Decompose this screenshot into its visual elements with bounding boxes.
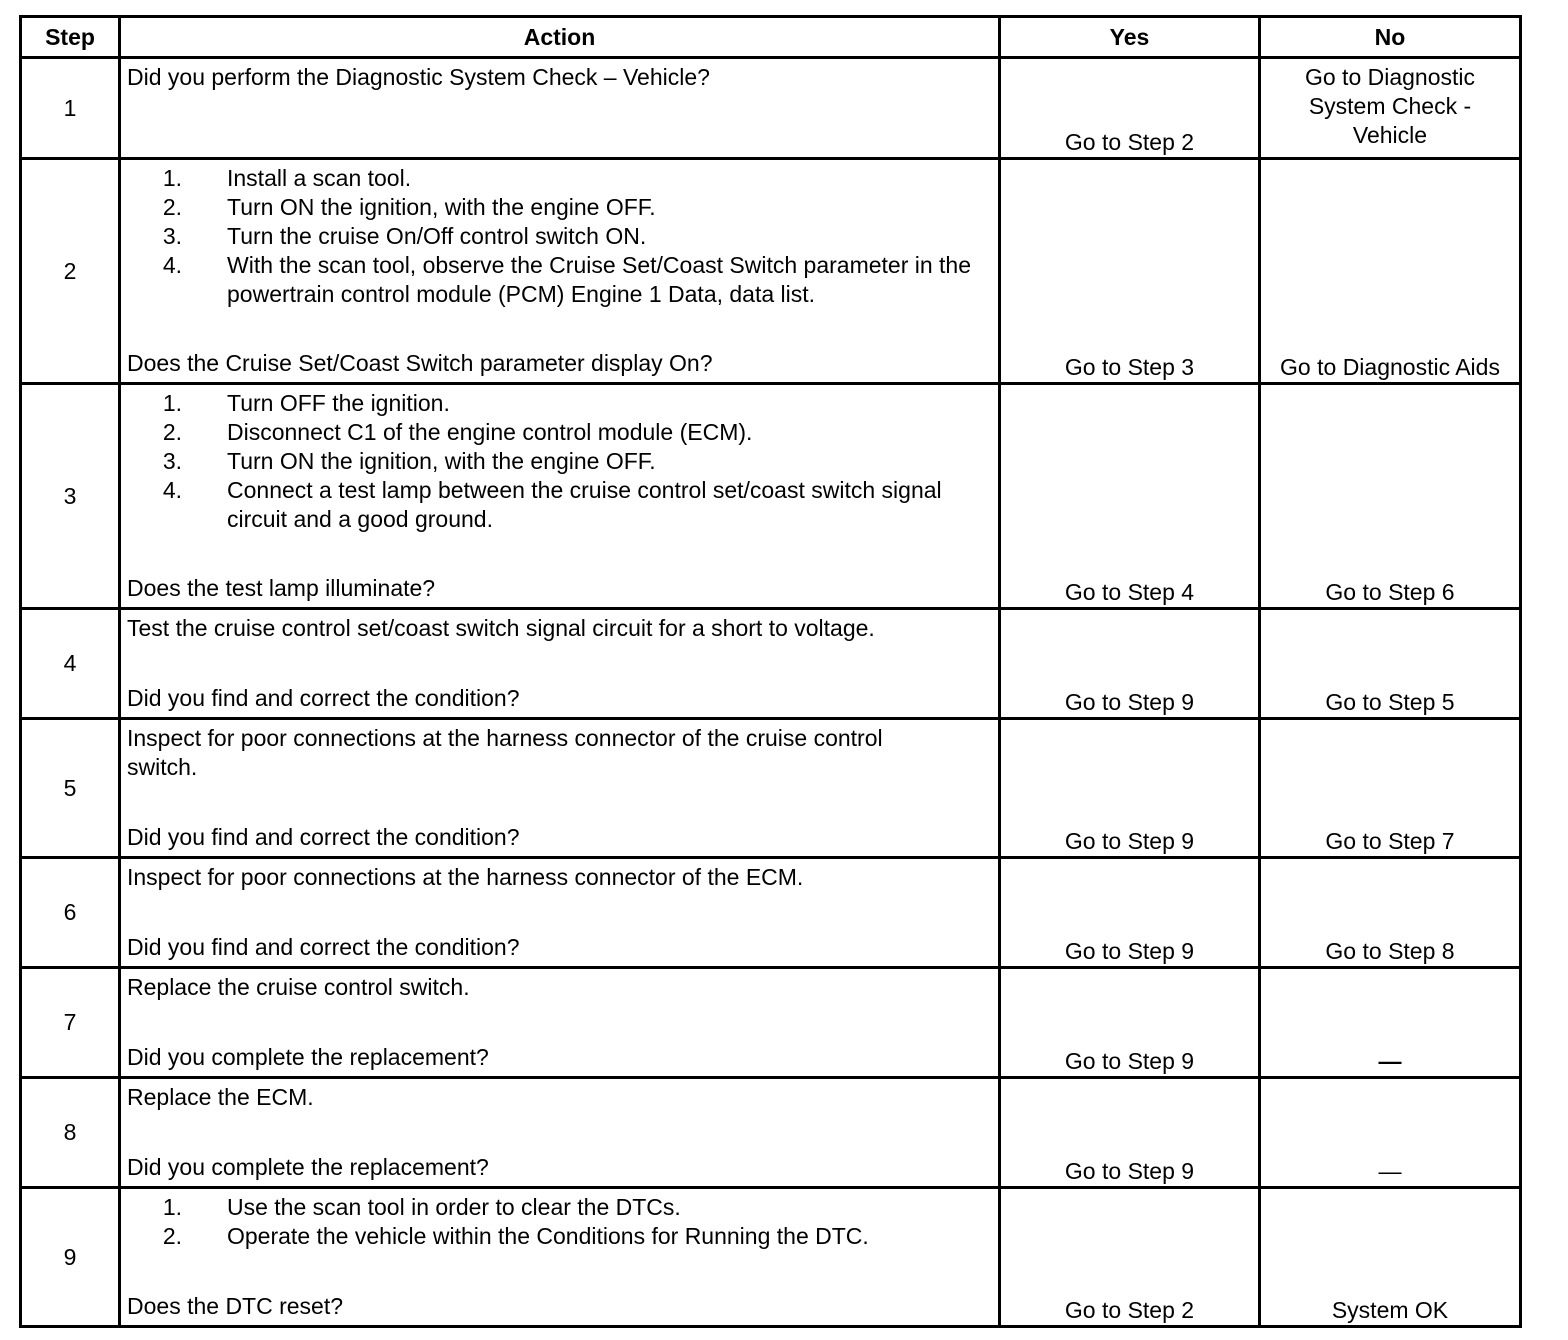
substep-list <box>127 389 994 534</box>
list-item: 1. Use the scan tool in order to clear the DTCs. <box>162 1194 681 1220</box>
list-item: 2. Operate the vehicle within the Conditions for Running the DTC. <box>162 1223 869 1249</box>
table-row <box>21 719 1521 858</box>
step-number: 1 <box>21 58 120 159</box>
no-cell: System OK <box>1260 1188 1521 1327</box>
table-row <box>21 858 1521 968</box>
yes-cell: Go to Step 9 <box>1000 1078 1260 1188</box>
substep-list <box>127 1193 994 1251</box>
action-cell <box>120 384 1000 609</box>
action-cell <box>120 968 1000 1078</box>
table-row <box>21 1078 1521 1188</box>
no-cell <box>1260 968 1521 1078</box>
question-text: Did you find and correct the condition? <box>127 685 520 711</box>
no-cell: Go to Step 7 <box>1260 719 1521 858</box>
action-cell <box>120 159 1000 384</box>
table-row <box>21 968 1521 1078</box>
yes-cell: Go to Step 2 <box>1000 58 1260 159</box>
dash-text: — <box>1378 1048 1402 1074</box>
action-text: Inspect for poor connections at the harness connector of the ECM. <box>127 864 804 890</box>
header-no: No <box>1260 17 1521 58</box>
header-step: Step <box>21 17 120 58</box>
step-number: 6 <box>21 858 120 968</box>
step-number: 8 <box>21 1078 120 1188</box>
substep-list <box>127 164 994 309</box>
question-text: Does the Cruise Set/Coast Switch parameter display On? <box>127 350 713 376</box>
action-cell <box>120 58 1000 159</box>
no-cell: Go to Step 6 <box>1260 384 1521 609</box>
no-cell: Go to Step 8 <box>1260 858 1521 968</box>
list-item: 2. Turn ON the ignition, with the engine OFF. <box>162 194 656 220</box>
list-item: 4. Connect a test lamp between the cruise control set/coast switch signal circuit and a good ground. <box>162 477 942 532</box>
action-cell <box>120 609 1000 719</box>
action-text: Test the cruise control set/coast switch signal circuit for a short to voltage. <box>127 615 875 641</box>
header-row <box>21 17 1521 58</box>
yes-cell: Go to Step 9 <box>1000 719 1260 858</box>
question-text: Did you complete the replacement? <box>127 1044 489 1070</box>
yes-cell: Go to Step 2 <box>1000 1188 1260 1327</box>
action-text: Replace the ECM. <box>127 1084 314 1110</box>
no-cell <box>1260 58 1521 159</box>
list-item: 1. Install a scan tool. <box>162 165 412 191</box>
header-yes: Yes <box>1000 17 1260 58</box>
list-item: 3. Turn the cruise On/Off control switch ON. <box>162 223 647 249</box>
no-cell <box>1260 1078 1521 1188</box>
action-text: Replace the cruise control switch. <box>127 974 470 1000</box>
table-row <box>21 159 1521 384</box>
question-text: Did you find and correct the condition? <box>127 934 520 960</box>
yes-cell: Go to Step 4 <box>1000 384 1260 609</box>
table-row <box>21 384 1521 609</box>
question-text: Does the test lamp illuminate? <box>127 575 436 601</box>
action-text: Inspect for poor connections at the harness connector of the cruise control switch. <box>127 725 883 780</box>
list-item: 3. Turn ON the ignition, with the engine OFF. <box>162 448 656 474</box>
list-item: 4. With the scan tool, observe the Cruise Set/Coast Switch parameter in the powertrain control module (PCM) Engine 1 Data, data list. <box>162 252 972 307</box>
step-number: 7 <box>21 968 120 1078</box>
list-item: 2. Disconnect C1 of the engine control module (ECM). <box>162 419 753 445</box>
action-cell <box>120 1078 1000 1188</box>
header-action: Action <box>120 17 1000 58</box>
diagnostic-table <box>19 15 1522 1328</box>
action-text: Did you perform the Diagnostic System Check – Vehicle? <box>127 64 710 90</box>
list-item: 1. Turn OFF the ignition. <box>162 390 450 416</box>
table-row <box>21 58 1521 159</box>
question-text: Did you find and correct the condition? <box>127 824 520 850</box>
yes-cell: Go to Step 3 <box>1000 159 1260 384</box>
dash-text: — <box>1378 1158 1402 1184</box>
action-cell <box>120 1188 1000 1327</box>
step-number: 5 <box>21 719 120 858</box>
no-cell: Go to Diagnostic Aids <box>1260 159 1521 384</box>
table-row <box>21 1188 1521 1327</box>
no-text: Go to Diagnostic System Check - Vehicle <box>1304 64 1476 148</box>
yes-cell: Go to Step 9 <box>1000 968 1260 1078</box>
yes-cell: Go to Step 9 <box>1000 858 1260 968</box>
action-cell <box>120 858 1000 968</box>
question-text: Does the DTC reset? <box>127 1293 344 1319</box>
step-number: 3 <box>21 384 120 609</box>
step-number: 4 <box>21 609 120 719</box>
yes-cell: Go to Step 9 <box>1000 609 1260 719</box>
step-number: 9 <box>21 1188 120 1327</box>
step-number: 2 <box>21 159 120 384</box>
question-text: Did you complete the replacement? <box>127 1154 489 1180</box>
no-cell: Go to Step 5 <box>1260 609 1521 719</box>
table-row <box>21 609 1521 719</box>
action-cell <box>120 719 1000 858</box>
